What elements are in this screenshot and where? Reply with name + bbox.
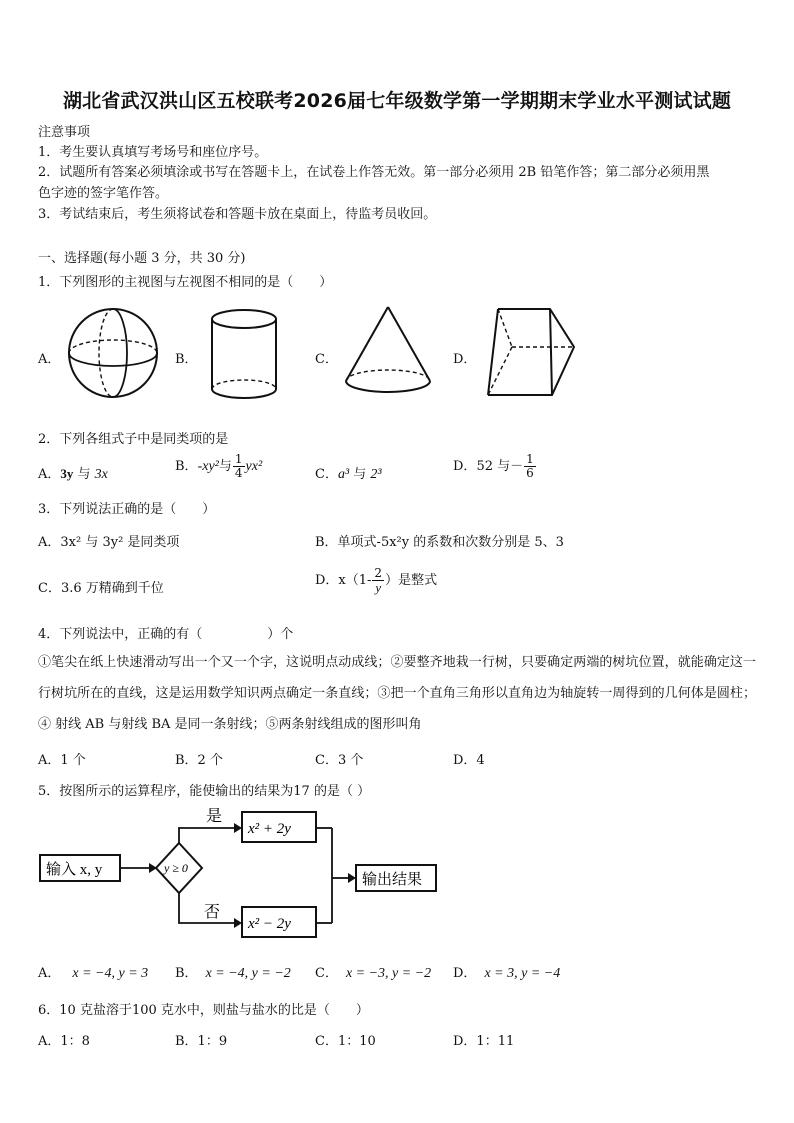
question-4-body: ①笔尖在纸上快速滑动写出一个又一个字，这说明点动成线；②要整齐地栽一行树，只要确定两端的树坑位置，就能确定这一行树坑所在的直线，这是运用数学知识两点确定一条直线；③把一个直角三角形以直角边为轴旋转一周得到的几何体是圆柱；④ 射线 AB 与射线 BA 是同一条射线；⑤两条射线组成的图形叫角 <box>38 655 756 732</box>
option-label: D． <box>453 459 477 474</box>
question-3-option-a: A．3x² 与 3y² 是同类项 <box>38 535 180 550</box>
question-3-option-c: C．3.6 万精确到千位 <box>38 581 164 596</box>
option-text: D．4 <box>453 753 485 768</box>
fraction-numerator: 2 <box>374 566 383 580</box>
notice-item: 1．考生要认真填写考场号和座位序号。 <box>38 145 268 160</box>
option-label: D． <box>453 352 477 367</box>
expression: x = −4, y = 3 <box>72 966 149 981</box>
question-5-option-a <box>38 962 148 982</box>
question-1-stem: 1．下列图形的主视图与左视图不相同的是（ ） <box>38 275 333 290</box>
expression: x = −3, y = −2 <box>345 966 432 981</box>
expression: yx² <box>245 459 263 474</box>
expression: 3x <box>94 467 108 482</box>
question-2-option-d <box>453 453 537 480</box>
question-2-option-c <box>315 463 382 483</box>
page-title: 湖北省武汉洪山区五校联考2026届七年级数学第一学期期末学业水平测试试题 <box>62 90 732 112</box>
option-label: A． <box>38 966 61 981</box>
connector-text: 与 <box>73 467 95 482</box>
expression: D．x（1- <box>315 573 372 588</box>
option-text: B．2 个 <box>175 753 223 768</box>
option-text: A．1 个 <box>38 753 86 768</box>
fraction <box>372 567 384 594</box>
fraction-numerator: 1 <box>234 452 243 466</box>
expression: 3y <box>60 466 74 481</box>
fraction-numerator: 1 <box>526 452 534 466</box>
option-label: B． <box>175 966 198 981</box>
option-label: A． <box>38 352 61 367</box>
notice-heading: 注意事项 <box>38 125 91 140</box>
question-3-stem: 3．下列说法正确的是（ ） <box>38 502 216 517</box>
flowchart-no-label: 否 <box>204 904 221 921</box>
option-text: C．1：10 <box>315 1034 376 1049</box>
fraction-denominator: 6 <box>526 466 534 480</box>
expression: ）是整式 <box>385 573 438 588</box>
option-text: C．3 个 <box>315 753 364 768</box>
flowchart-no-expr: x² − 2y <box>248 916 291 932</box>
option-text: B．1：9 <box>175 1034 228 1049</box>
section-heading: 一、选择题(每小题 3 分，共 30 分) <box>38 251 246 266</box>
question-2-option-b <box>175 453 262 480</box>
prism-figure <box>478 303 584 403</box>
option-label: B． <box>175 459 198 474</box>
question-5-stem: 5．按图所示的运算程序，能使输出的结果为17 的是（ ） <box>38 784 371 799</box>
expression: x = −4, y = −2 <box>205 966 291 981</box>
flowchart-output-label: 输出结果 <box>362 872 423 888</box>
question-5-option-c <box>315 962 431 982</box>
expression: 2³ <box>370 467 382 482</box>
flowchart <box>36 803 456 953</box>
fraction <box>524 453 536 480</box>
fraction-denominator: 4 <box>234 466 243 480</box>
question-2-option-a <box>38 463 108 483</box>
cone-figure <box>338 303 438 403</box>
flowchart-input-label: 输入 x, y <box>46 862 103 878</box>
notice-item: 2．试题所有答案必须填涂或书写在答题卡上，在试卷上作答无效。第一部分必须用 2B 铅笔作答；第二部分必须用黑 <box>38 165 710 180</box>
question-5-option-d <box>453 962 560 982</box>
expression: x = 3, y = −4 <box>484 966 561 981</box>
expression: -xy² <box>197 459 219 474</box>
option-label: C． <box>315 352 338 367</box>
option-text: D．1：11 <box>453 1034 515 1049</box>
option-label: C． <box>315 966 338 981</box>
flowchart-condition-label: y ≥ 0 <box>164 861 188 875</box>
connector-text: 与 <box>349 467 371 482</box>
fraction-denominator: y <box>375 580 382 595</box>
expression: 52 与－ <box>476 459 524 474</box>
sphere-figure <box>64 303 162 403</box>
notice-item: 3．考试结束后，考生须将试卷和答题卡放在桌面上，待监考员收回。 <box>38 207 437 222</box>
expression: a³ <box>337 467 350 482</box>
option-label: C． <box>315 467 338 482</box>
question-5-option-b <box>175 962 291 982</box>
notice-item: 色字迹的签字笔作答。 <box>38 186 169 201</box>
flowchart-yes-label: 是 <box>206 808 223 825</box>
option-label: D． <box>453 966 477 981</box>
option-label: A． <box>38 467 61 482</box>
option-text: A．1：8 <box>38 1034 90 1049</box>
fraction <box>233 453 245 480</box>
question-6-stem: 6．10 克盐溶于100 克水中，则盐与盐水的比是（ ） <box>38 1003 369 1018</box>
option-label: B． <box>175 352 198 367</box>
question-2-stem: 2．下列各组式子中是同类项的是 <box>38 432 229 447</box>
question-4-stem: 4．下列说法中，正确的有（ ）个 <box>38 627 294 642</box>
connector-text: 与 <box>218 459 232 474</box>
flowchart-yes-expr: x² + 2y <box>248 821 291 837</box>
question-3-option-b: B．单项式-5x²y 的系数和次数分别是 5、3 <box>315 535 564 550</box>
cylinder-figure <box>205 305 283 405</box>
question-3-option-d <box>315 567 437 594</box>
